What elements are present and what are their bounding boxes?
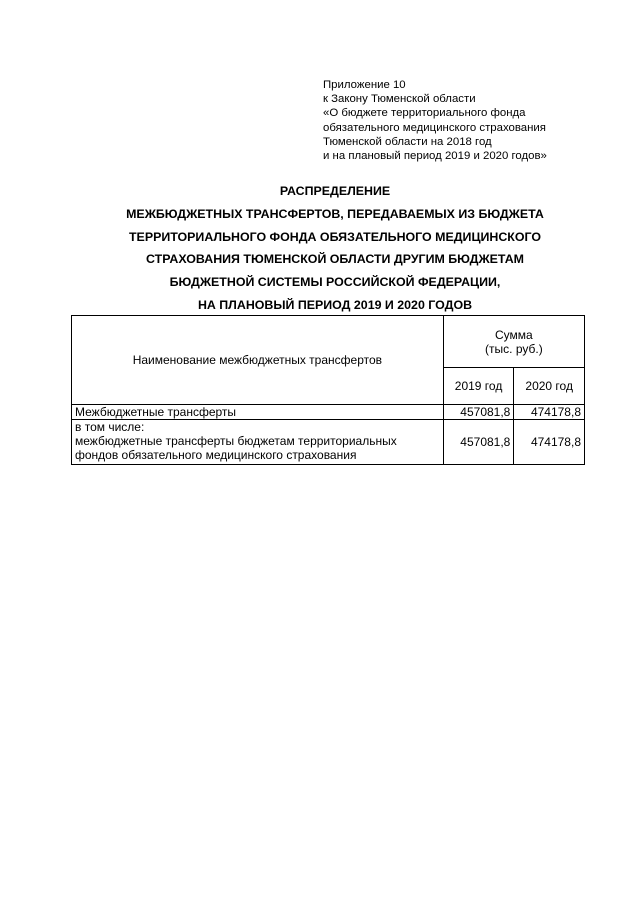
row-value-2020: 474178,8 (514, 405, 585, 420)
title-line: НА ПЛАНОВЫЙ ПЕРИОД 2019 И 2020 ГОДОВ (197, 297, 473, 312)
transfers-table (71, 315, 585, 465)
title-line: МЕЖБЮДЖЕТНЫХ ТРАНСФЕРТОВ, ПЕРЕДАВАЕМЫХ ИЗ БЮДЖЕТА (126, 206, 544, 221)
document-title (60, 180, 610, 317)
title-line: СТРАХОВАНИЯ ТЮМЕНСКОЙ ОБЛАСТИ ДРУГИМ БЮДЖЕТАМ (146, 252, 524, 267)
sum-column-header (443, 316, 584, 368)
sum-header-unit: (тыс. руб.) (485, 341, 543, 356)
appendix-line: «О бюджете территориального фонда (323, 107, 526, 120)
title-line: РАСПРЕДЕЛЕНИЕ (279, 184, 391, 198)
appendix-line: и на плановый период 2019 и 2020 годов» (323, 150, 547, 163)
row-value-2019: 457081,8 (443, 420, 514, 465)
row-value-2019: 457081,8 (443, 405, 514, 420)
table-row (72, 405, 585, 420)
name-column-header: Наименование межбюджетных трансфертов (72, 316, 444, 405)
appendix-line: Приложение 10 (323, 79, 406, 91)
row-name: Межбюджетные трансферты (72, 405, 444, 420)
row-value-2020: 474178,8 (514, 420, 585, 465)
table-header-row (72, 316, 585, 368)
table-row (72, 420, 585, 465)
sum-header-label: Сумма (495, 327, 533, 342)
appendix-line: обязательного медицинского страхования (323, 121, 546, 134)
row-name-prefix: в том числе: (75, 420, 145, 434)
year-2020-header: 2020 год (514, 368, 585, 405)
appendix-reference (323, 78, 623, 163)
year-2019-header: 2019 год (443, 368, 514, 405)
row-name-cell (72, 420, 444, 465)
title-line: БЮДЖЕТНОЙ СИСТЕМЫ РОССИЙСКОЙ ФЕДЕРАЦИИ, (169, 275, 501, 290)
appendix-line: Тюменской области на 2018 год (323, 135, 492, 148)
title-line: ТЕРРИТОРИАЛЬНОГО ФОНДА ОБЯЗАТЕЛЬНОГО МЕДИЦИНСКОГО (128, 229, 541, 244)
row-name: межбюджетные трансферты бюджетам территориальных фондов обязательного медицинского страхования (75, 434, 397, 462)
appendix-line: к Закону Тюменской области (323, 93, 476, 106)
